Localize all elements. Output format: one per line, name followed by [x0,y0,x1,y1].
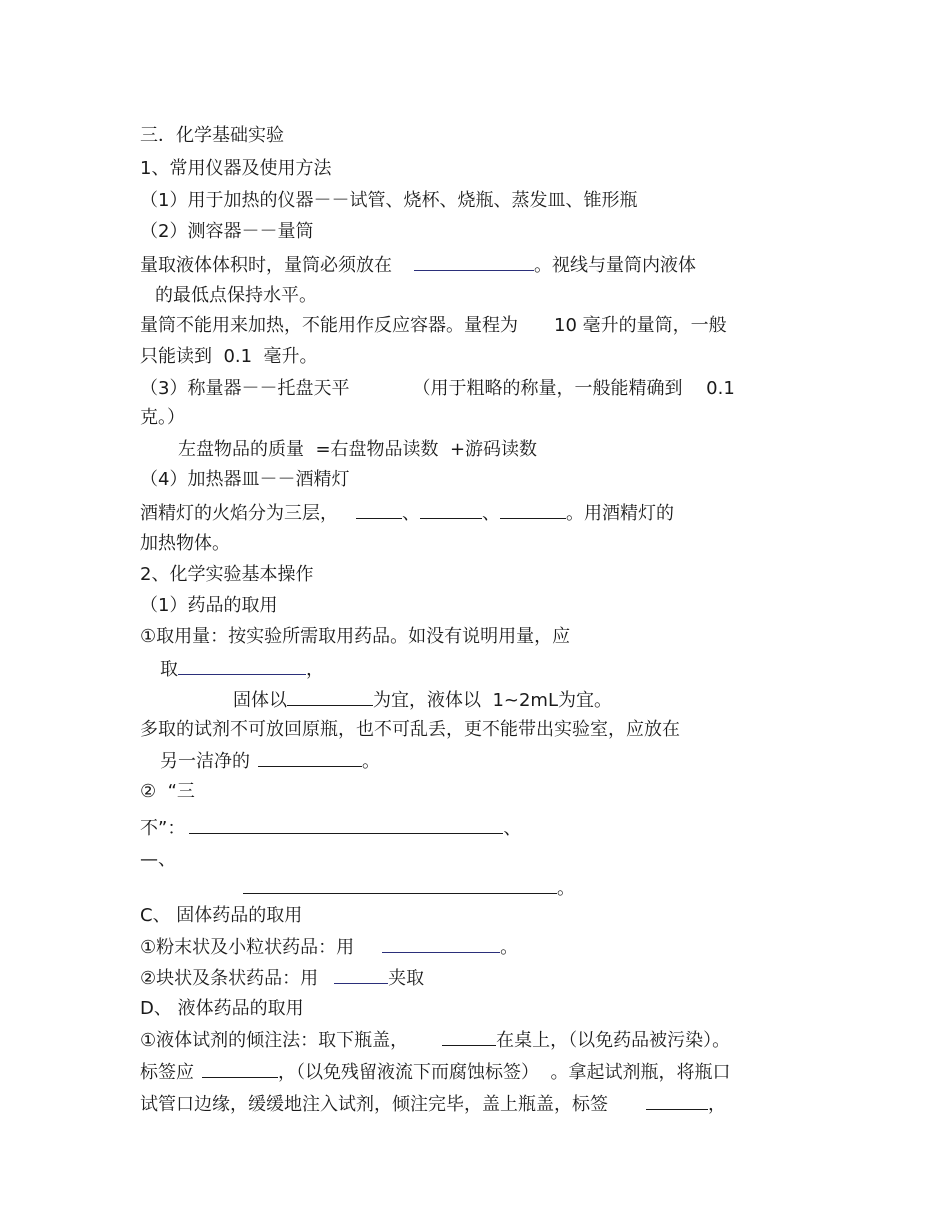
line-text: （3）称量器－－托盘天平 （用于粗略的称量，一般能精确到 0.1 [140,378,735,399]
text-line [140,407,185,429]
subsection-heading [140,564,313,586]
line-text: 。用酒精灯的 [566,503,674,524]
answer-blank[interactable] [442,1029,496,1046]
line-text: 、 [503,818,522,839]
line-text: 。 [557,878,575,899]
subsection-heading [140,158,331,180]
line-text: 多取的试剂不可放回原瓶，也不可乱丢，更不能带出实验室，应放在 [140,719,680,740]
line-text: 标签应 [140,1062,194,1083]
line-text: （4）加热器皿－－酒精灯 [140,469,350,490]
fill-in-line [140,1093,726,1116]
answer-blank[interactable] [420,502,482,519]
line-text: 加热物体。 [140,533,230,554]
text-line [140,221,313,243]
fill-in-line [140,817,521,840]
text-line [140,626,570,648]
answer-blank[interactable] [243,877,557,894]
line-text: ， [708,1094,726,1115]
answer-blank[interactable] [287,689,373,706]
answer-blank[interactable] [189,817,503,834]
line-text: 为宜，液体以 1~2mL为宜。 [373,690,612,711]
fill-in-line [233,689,612,712]
subheading-text: 1、常用仪器及使用方法 [140,158,332,179]
heading-text: 三．化学基础实验 [140,125,284,146]
line-text: 的最低点保持水平。 [155,285,317,306]
line-text: 克。） [140,407,185,428]
text-line [140,469,349,491]
line-text: 酒精灯的火焰分为三层， [140,503,338,524]
text-line [140,190,637,212]
line-text: （1）用于加热的仪器－－试管、烧杯、烧瓶、蒸发皿、锥形瓶 [140,190,638,211]
line-text: ② “三 [140,781,195,802]
line-text: （2）测容器－－量筒 [140,221,314,242]
line-text: ①粉末状及小粒状药品：用 [140,937,355,958]
answer-blank[interactable] [646,1093,708,1110]
line-text: 。 [362,751,380,772]
text-line [140,781,195,803]
text-line [140,533,230,555]
subsection-heading [140,998,304,1020]
fill-in-line [140,1061,730,1084]
line-text: 取 [160,659,178,680]
line-text: 另一洁净的 [160,751,250,772]
line-text: 不”： [140,818,186,839]
line-text: ，（以免残留液流下而腐蚀标签） 。拿起试剂瓶，将瓶口 [278,1062,731,1083]
section-heading [140,125,284,147]
answer-blank[interactable] [414,254,534,271]
subheading-text: C、 固体药品的取用 [140,905,303,926]
answer-blank[interactable] [178,658,306,675]
separator-text: 、 [402,503,420,524]
answer-blank[interactable] [258,750,362,767]
line-text: ②块状及条状药品：用 [140,968,319,989]
fill-in-line [140,1029,730,1052]
answer-blank[interactable] [334,967,388,984]
answer-blank[interactable] [500,502,566,519]
formula-line [178,439,537,461]
line-text: 量取液体体积时，量筒必须放在 [140,255,392,276]
line-text: 。 [500,937,519,958]
answer-blank[interactable] [202,1061,278,1078]
fill-in-line [140,936,518,959]
fill-in-line [140,254,696,277]
text-line [140,346,318,368]
line-text: 只能读到 0.1 毫升。 [140,346,318,367]
line-text: 夹取 [388,968,425,989]
subsection-heading [140,905,302,927]
text-line [140,595,277,617]
text-line [140,849,176,871]
text-line [140,719,680,741]
line-text: 试管口边缘，缓缓地注入试剂，倾注完毕，盖上瓶盖，标签 [140,1094,608,1115]
answer-blank[interactable] [382,936,500,953]
fill-in-line [140,502,674,525]
line-text: ①取用量：按实验所需取用药品。如没有说明用量，应 [140,626,571,647]
line-text: 在桌上，（以免药品被污染）。 [496,1030,731,1051]
formula-text: 左盘物品的质量 =右盘物品读数 +游码读数 [178,439,538,460]
subheading-text: 2、化学实验基本操作 [140,564,314,585]
line-text: —、 [140,849,176,870]
subheading-text: D、 液体药品的取用 [140,998,304,1019]
fill-in-line [160,750,380,773]
line-text: ①液体试剂的倾注法：取下瓶盖， [140,1030,409,1051]
fill-in-line [160,658,324,681]
line-text: 量筒不能用来加热，不能用作反应容器。量程为 10 毫升的量筒，一般 [140,315,727,336]
text-line [140,315,727,337]
line-text: ， [306,659,324,680]
separator-text: 、 [482,503,500,524]
answer-blank[interactable] [356,502,402,519]
line-text: （1）药品的取用 [140,595,278,616]
fill-in-line [140,967,424,990]
text-line [155,285,317,307]
fill-in-line [243,877,575,900]
line-text: 固体以 [233,690,287,711]
line-text: 。视线与量筒内液体 [534,255,696,276]
text-line [140,378,735,400]
